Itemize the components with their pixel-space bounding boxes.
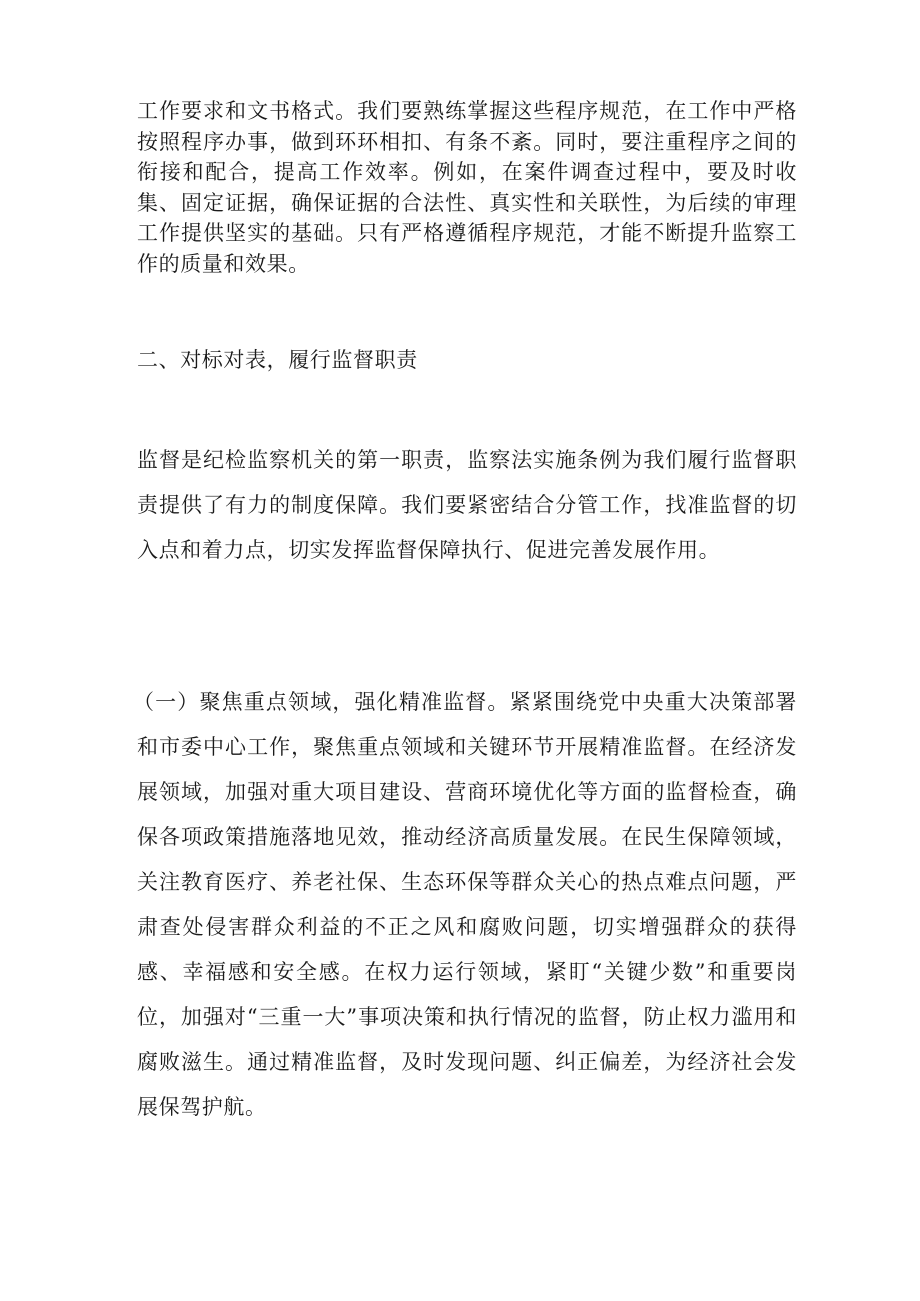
paragraph-precise-supervision: （一）聚焦重点领域，强化精准监督。紧紧围绕党中央重大决策部署和市委中心工作，聚焦重点领域和关键环节开展精准监督。在经济发展领域，加强对重大项目建设、营商环境优化等方面的监督检查，确保各项政策措施落地见效，推动经济高质量发展。在民生保障领域，关注教育医疗、养老社保、生态环保等群众关心的热点难点问题，严肃查处侵害群众利益的不正之风和腐败问题，切实增强群众的获得感、幸福感和安全感。在权力运行领域，紧盯“关键少数”和重要岗位，加强对“三重一大”事项决策和执行情况的监督，防止权力滥用和腐败滋生。通过精准监督，及时发现问题、纠正偏差，为经济社会发展保驾护航。 <box>133 690 797 1119</box>
paragraph-supervision-duty: 监督是纪检监察机关的第一职责，监察法实施条例为我们履行监督职责提供了有力的制度保障。我们要紧密结合分管工作，找准监督的切入点和着力点，切实发挥监督保障执行、促进完善发展作用。 <box>137 448 797 562</box>
paragraph-procedure-norms: 工作要求和文书格式。我们要熟练掌握这些程序规范，在工作中严格按照程序办事，做到环环相扣、有条不紊。同时，要注重程序之间的衔接和配合，提高工作效率。例如，在案件调查过程中，要及时收集、固定证据，确保证据的合法性、真实性和关联性，为后续的审理工作提供坚实的基础。只有严格遵循程序规范，才能不断提升监察工作的质量和效果。 <box>137 99 797 276</box>
section-heading-supervision: 二、对标对表，履行监督职责 <box>137 348 418 372</box>
